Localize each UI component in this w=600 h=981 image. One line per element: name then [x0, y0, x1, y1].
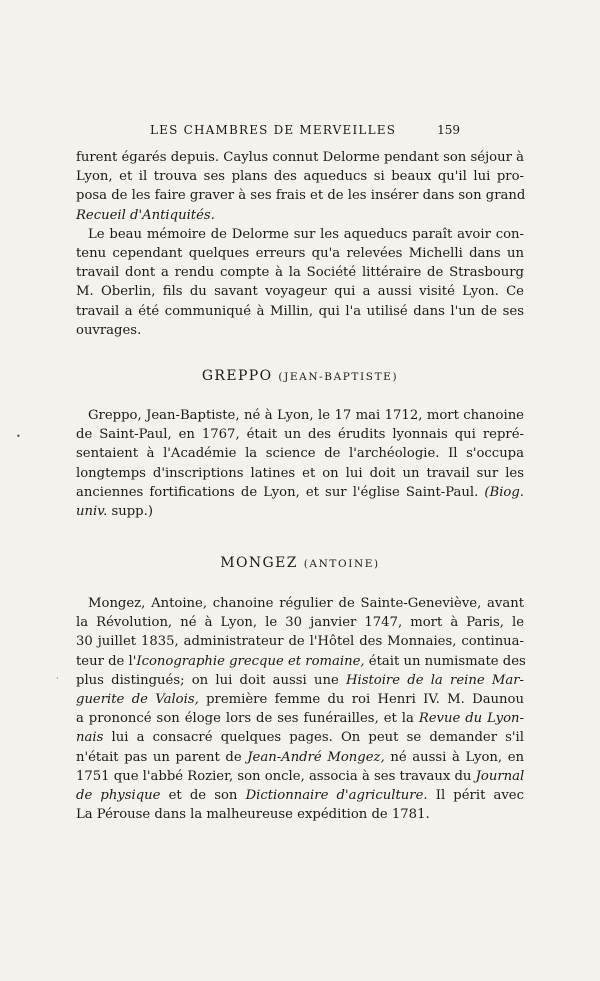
- running-title: LES CHAMBRES DE MERVEILLES: [150, 123, 397, 137]
- text-line: [76, 206, 524, 225]
- text-line: [76, 709, 524, 728]
- text-line: La Pérouse dans la malheureuse expédition de 1781.: [76, 807, 430, 823]
- text-line: [76, 786, 524, 805]
- italic-run: Dictionnaire d'agriculture.: [245, 788, 428, 804]
- text-line: travail a été communiqué à Millin, qui l'a utilisé dans l'un de ses: [76, 303, 524, 319]
- text-line: Le beau mémoire de Delorme sur les aqueducs paraît avoir con-: [88, 226, 524, 242]
- italic-run: Journal: [475, 768, 525, 784]
- section-heading-mongez: [76, 555, 524, 571]
- italic-run: guerite de Valois,: [76, 692, 199, 708]
- text-run: était un numismate des: [368, 653, 526, 669]
- text-line: de Saint-Paul, en 1767, était un des érudits lyonnais qui repré-: [76, 427, 524, 443]
- text-line: [76, 728, 524, 747]
- text-line: travail dont a rendu compte à la Société littéraire de Strasbourg: [76, 265, 524, 281]
- heading-given-name: (ANTOINE): [303, 558, 380, 570]
- page-number: 159: [437, 123, 460, 137]
- text-run: 1751 que l'abbé Rozier, son oncle, associa à ses travaux du: [76, 768, 472, 784]
- text-line: furent égarés depuis. Caylus connut Delorme pendant son séjour à: [76, 150, 524, 165]
- text-run: lui a consacré quelques pages. On peut se demander s'il: [111, 730, 524, 746]
- italic-run: de physique: [76, 788, 161, 804]
- text-run: et de son: [168, 788, 238, 804]
- italic-run: Jean-André Mongez,: [247, 749, 385, 765]
- text-line: [76, 652, 524, 671]
- text-run: Il périt avec: [435, 788, 524, 804]
- italic-run: (Biog.: [484, 484, 524, 500]
- heading-given-name: (JEAN-BAPTISTE): [278, 371, 399, 383]
- text-line: la Révolution, né à Lyon, le 30 janvier 1747, mort à Paris, le: [76, 615, 524, 631]
- margin-speck: ·: [56, 674, 59, 683]
- italic-run: univ.: [76, 504, 108, 520]
- text-line: longtemps d'inscriptions latines et on lui doit un travail sur les: [76, 465, 524, 481]
- text-line: [76, 767, 524, 786]
- italic-title: Recueil d'Antiquités.: [76, 207, 215, 223]
- heading-name: GREPPO: [201, 368, 273, 384]
- text-line: tenu cependant quelques erreurs qu'a relevées Michelli dans un: [76, 246, 524, 262]
- text-line: Lyon, et il trouva ses plans des aqueducs si beaux qu'il lui pro-: [76, 169, 524, 185]
- text-line: posa de les faire graver à ses frais et de les insérer dans son grand: [76, 188, 526, 204]
- continuation-paragraph: [76, 148, 524, 340]
- text-line: Greppo, Jean-Baptiste, né à Lyon, le 17 mai 1712, mort chanoine: [88, 408, 524, 423]
- heading-name: MONGEZ: [220, 555, 298, 571]
- text-line: [76, 502, 524, 521]
- text-run: supp.): [111, 504, 153, 520]
- text-run: plus distingués; on lui doit aussi une: [76, 672, 339, 688]
- text-line: Mongez, Antoine, chanoine régulier de Sainte-Geneviève, avant: [88, 596, 524, 611]
- text-line: 30 juillet 1835, administrateur de l'Hôtel des Monnaies, continua-: [76, 634, 524, 650]
- text-run: a prononcé son éloge lors de ses funérailles, et la: [76, 711, 414, 727]
- italic-run: Iconographie grecque et romaine,: [136, 653, 365, 669]
- text-run: première femme du roi Henri IV. M. Daunou: [206, 692, 524, 708]
- section-heading-greppo: [76, 368, 524, 384]
- margin-speck: •: [16, 432, 21, 441]
- text-run: né aussi à Lyon, en: [390, 749, 525, 765]
- mongez-paragraph: [76, 594, 524, 824]
- text-line: sentaient à l'Académie la science de l'archéologie. Il s'occupa: [76, 446, 524, 462]
- text-line: [76, 690, 524, 709]
- text-line: ouvrages.: [76, 322, 142, 338]
- text-run: n'était pas un parent de: [76, 749, 242, 765]
- text-line: M. Oberlin, fils du savant voyageur qui a aussi visité Lyon. Ce: [76, 284, 524, 300]
- text-line: [76, 671, 524, 690]
- italic-run: Histoire de la reine Mar-: [345, 672, 524, 688]
- greppo-paragraph: [76, 406, 524, 521]
- text-line: [76, 748, 524, 767]
- text-run: teur de l': [76, 653, 137, 669]
- italic-run: Revue du Lyon-: [418, 711, 524, 727]
- text-line: [76, 483, 524, 502]
- text-run: anciennes fortifications de Lyon, et sur l'église Saint-Paul.: [76, 484, 479, 500]
- italic-run: nais: [76, 730, 104, 746]
